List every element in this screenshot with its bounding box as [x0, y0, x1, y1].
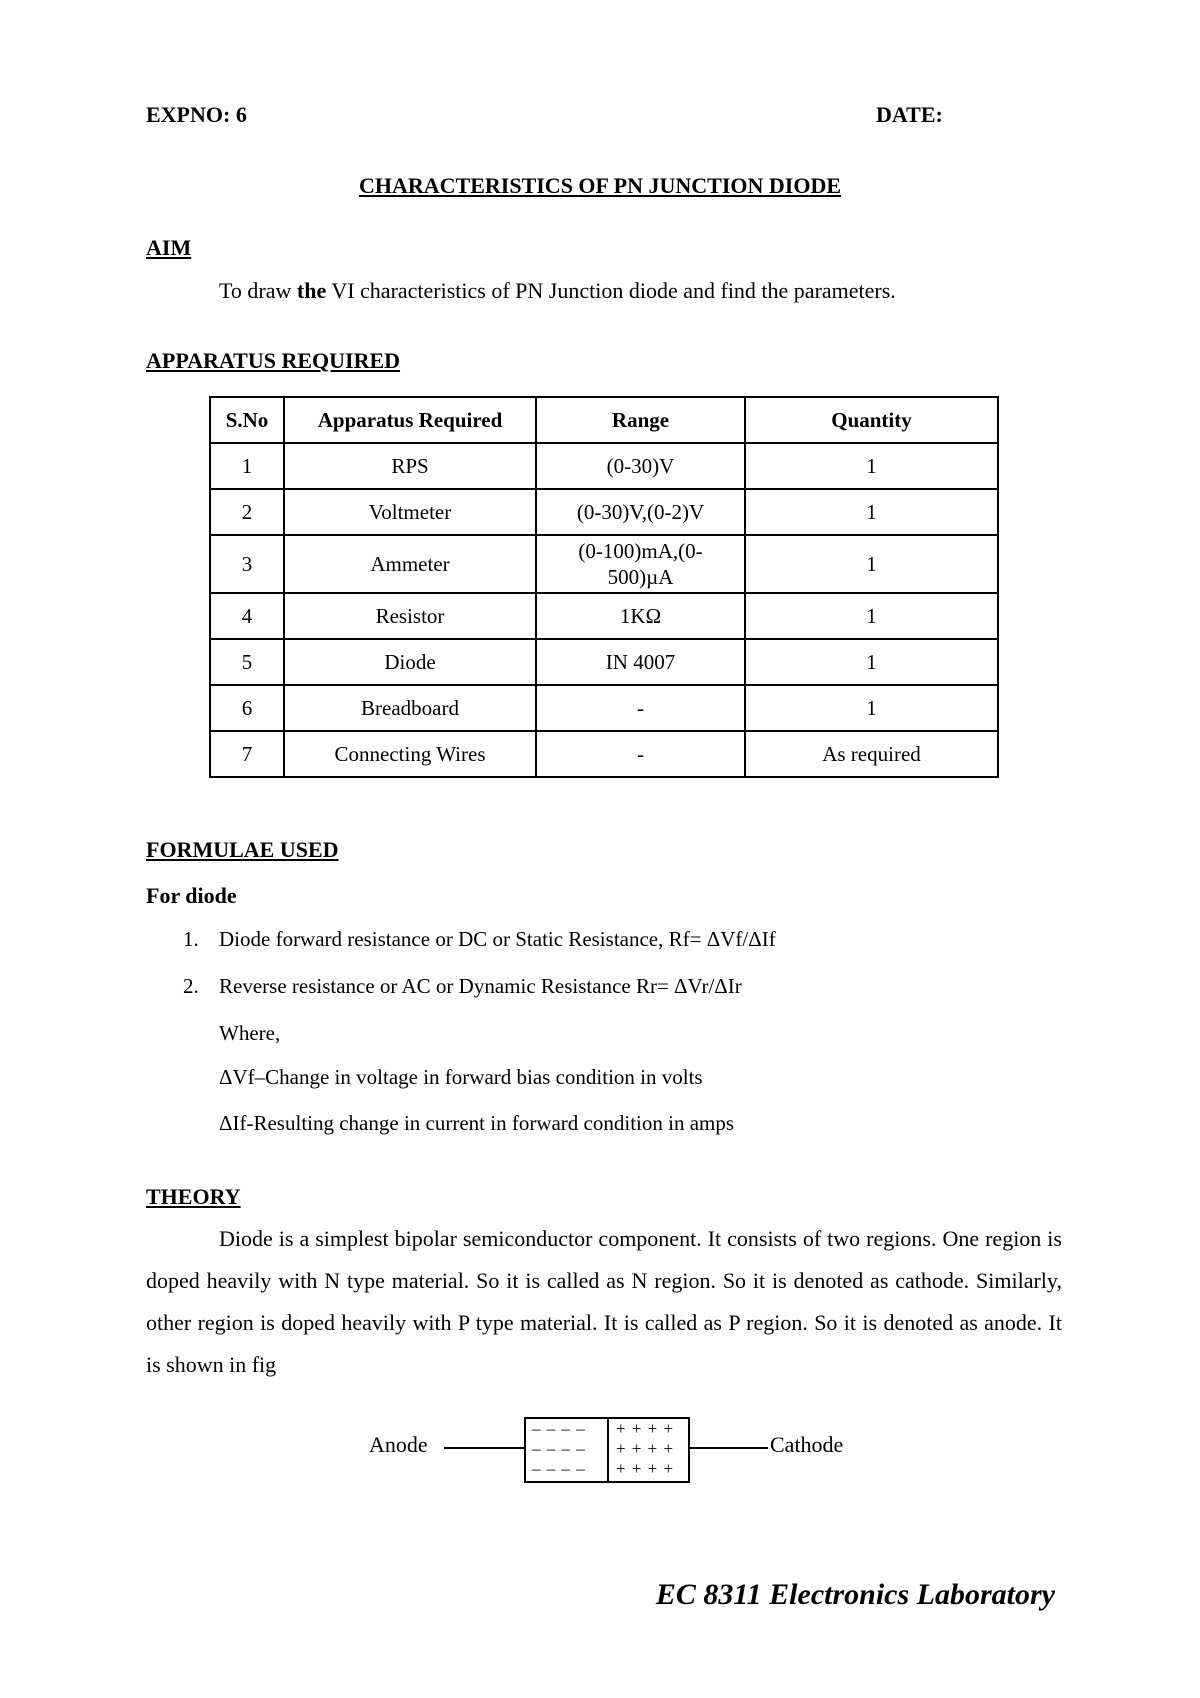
- definition: ΔVf–Change in voltage in forward bias condition in volts: [219, 1065, 703, 1089]
- list-number: 1.: [183, 927, 199, 951]
- footer-title: EC 8311 Electronics Laboratory: [655, 1578, 1055, 1611]
- aim-text-part: VI characteristics of PN Junction diode and find the parameters.: [326, 278, 896, 303]
- pn-junction-figure: [360, 1410, 860, 1490]
- column-header: Quantity: [745, 397, 998, 443]
- cell-sno: 5: [210, 639, 284, 685]
- cell-range: -: [536, 685, 745, 731]
- definition: ΔIf-Resulting change in current in forward condition in amps: [219, 1111, 735, 1135]
- cell-range-line: 500)µA: [607, 565, 674, 589]
- theory-heading: THEORY: [146, 1184, 241, 1209]
- experiment-number: EXPNO: 6: [146, 102, 247, 127]
- cell-qty: 1: [745, 639, 998, 685]
- anode-lead: [444, 1447, 524, 1449]
- anode-label: Anode: [369, 1432, 428, 1457]
- table-row: [210, 443, 998, 489]
- page-title: CHARACTERISTICS OF PN JUNCTION DIODE: [358, 173, 842, 198]
- cathode-lead: [690, 1447, 768, 1449]
- junction-box: [524, 1417, 690, 1483]
- table-row: [210, 685, 998, 731]
- cell-qty: 1: [745, 489, 998, 535]
- table-row: [210, 639, 998, 685]
- cell-sno: 6: [210, 685, 284, 731]
- cell-sno: 2: [210, 489, 284, 535]
- p-region-row: – – – –: [532, 1459, 586, 1478]
- table-header-row: [210, 397, 998, 443]
- cell-name: Resistor: [284, 593, 536, 639]
- aim-text-bold: the: [296, 278, 327, 303]
- cell-name: Diode: [284, 639, 536, 685]
- cell-name: Ammeter: [284, 535, 536, 593]
- formulae-subheading: For diode: [146, 883, 237, 908]
- formula-item: Reverse resistance or AC or Dynamic Resistance Rr= ΔVr/ΔIr: [219, 974, 742, 998]
- table-row: [210, 489, 998, 535]
- cell-range: 1KΩ: [536, 593, 745, 639]
- list-number: 2.: [183, 974, 199, 998]
- theory-paragraph: [146, 1218, 1062, 1386]
- aim-text: [219, 278, 896, 304]
- date-label: DATE:: [876, 102, 943, 127]
- theory-text: Diode is a simplest bipolar semiconductor component. It consists of two regions. One region is doped heavily with N type material. So it is called as N region. So it is denoted as cathode. Similarly, other region is doped heavily with P type material. It is called as P region. So it is denoted as anode. It is shown in fig: [146, 1226, 1062, 1377]
- table-row: [210, 593, 998, 639]
- apparatus-heading: APPARATUS REQUIRED: [146, 348, 401, 373]
- cell-sno: 4: [210, 593, 284, 639]
- cell-qty: As required: [745, 731, 998, 777]
- cell-sno: 3: [210, 535, 284, 593]
- cell-qty: 1: [745, 593, 998, 639]
- aim-text-part: To draw: [219, 278, 297, 303]
- cell-qty: 1: [745, 443, 998, 489]
- cathode-label: Cathode: [770, 1432, 844, 1457]
- aim-heading: AIM: [146, 235, 192, 260]
- formulae-heading: FORMULAE USED: [146, 837, 339, 862]
- apparatus-table: [209, 396, 999, 778]
- cell-name: Voltmeter: [284, 489, 536, 535]
- cell-range: (0-30)V: [536, 443, 745, 489]
- n-region-row: + + + +: [616, 1439, 675, 1458]
- cell-sno: 7: [210, 731, 284, 777]
- n-region-row: + + + +: [616, 1419, 675, 1438]
- table-row: [210, 731, 998, 777]
- cell-qty: 1: [745, 685, 998, 731]
- cell-range: IN 4007: [536, 639, 745, 685]
- cell-range-line: (0-100)mA,(0-: [578, 539, 703, 563]
- cell-name: Breadboard: [284, 685, 536, 731]
- p-region-row: – – – –: [532, 1439, 586, 1458]
- p-region: [532, 1419, 586, 1479]
- formula-item: Diode forward resistance or DC or Static Resistance, Rf= ΔVf/ΔIf: [219, 927, 776, 951]
- junction-divider: [607, 1419, 609, 1481]
- cell-qty: 1: [745, 535, 998, 593]
- column-header: Apparatus Required: [284, 397, 536, 443]
- where-label: Where,: [219, 1021, 281, 1045]
- cell-name: RPS: [284, 443, 536, 489]
- p-region-row: – – – –: [532, 1419, 586, 1438]
- n-region-row: + + + +: [616, 1459, 675, 1478]
- cell-range: -: [536, 731, 745, 777]
- cell-sno: 1: [210, 443, 284, 489]
- cell-range: [536, 535, 745, 593]
- cell-range: (0-30)V,(0-2)V: [536, 489, 745, 535]
- column-header: Range: [536, 397, 745, 443]
- n-region: [616, 1419, 674, 1479]
- cell-name: Connecting Wires: [284, 731, 536, 777]
- table-row: [210, 535, 998, 593]
- column-header: S.No: [210, 397, 284, 443]
